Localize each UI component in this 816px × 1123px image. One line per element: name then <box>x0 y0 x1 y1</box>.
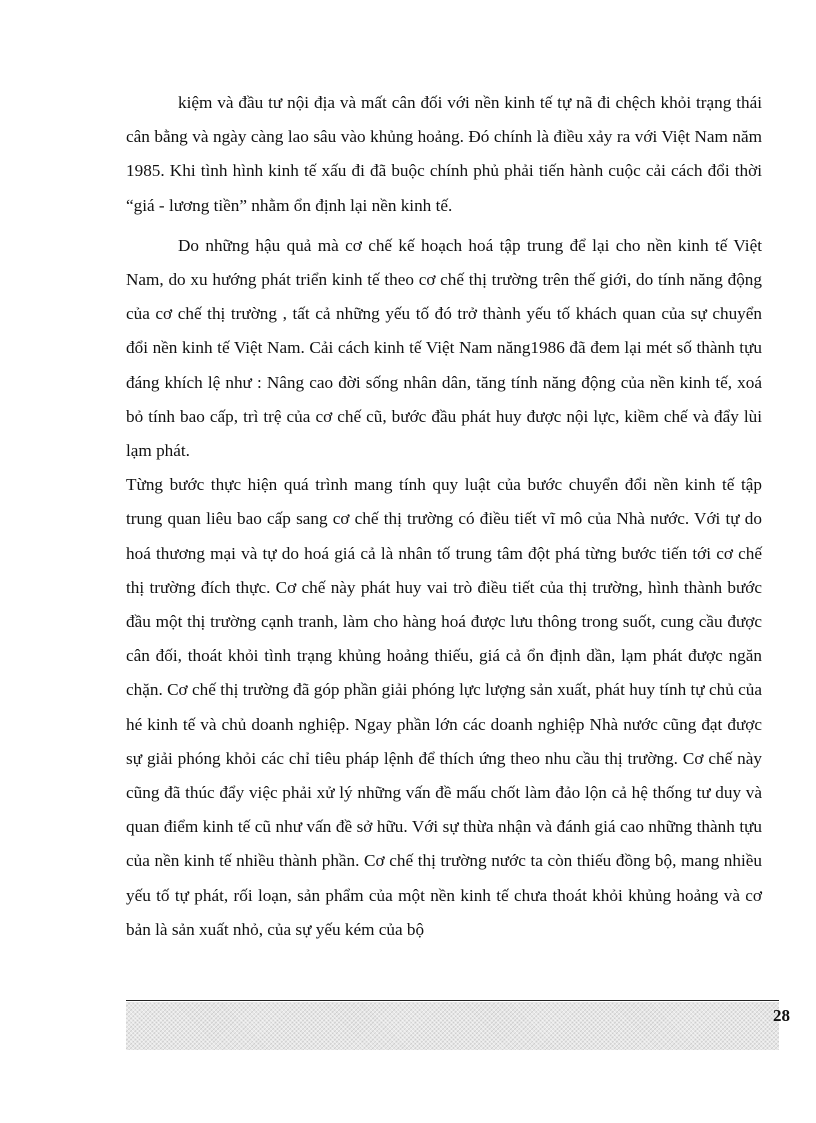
paragraph-1: kiệm và đầu tư nội địa và mất cân đối với nền kinh tế tự nã đi chệch khỏi trạng thái cân bằng và ngày càng lao sâu vào khủng hoảng. Đó chính là điều xảy ra với Việt Nam năm 1985. Khi tình hình kinh tế xấu đi đã buộc chính phủ phải tiến hành cuộc cải cách đổi thời “giá - lương tiền” nhằm ổn định lại nền kinh tế. <box>126 93 762 215</box>
footer-band <box>126 1002 779 1050</box>
paragraph-3: Từng bước thực hiện quá trình mang tính quy luật của bước chuyển đổi nền kinh tế tập trung quan liêu bao cấp sang cơ chế thị trường có điều tiết vĩ mô của Nhà nước. Với tự do hoá thương mại và tự do hoá giá cả là nhân tố trung tâm đột phá từng bước tiến tới cơ chế thị trường đích thực. Cơ chế này phát huy vai trò điều tiết của thị trường, hình thành bước đầu một thị trường cạnh tranh, làm cho hàng hoá được lưu thông trong suốt, cung cầu được cân đối, thoát khỏi tình trạng khủng hoảng thiếu, giá cả ổn định dần, lạm phát được ngăn chặn. Cơ chế thị trường đã góp phần giải phóng lực lượng sản xuất, phát huy tính tự chủ của hé kinh tế và chủ doanh nghiệp. Ngay phần lớn các doanh nghiệp Nhà nước cũng đạt được sự giải phóng khỏi các chỉ tiêu pháp lệnh để thích ứng theo nhu cầu thị trường. Cơ chế này cũng đã thúc đẩy việc phải xử lý những vấn đề mấu chốt làm đảo lộn cả hệ thống tư duy và quan điểm kinh tế cũ như vấn đề sở hữu. Với sự thừa nhận và đánh giá cao những thành tựu của nền kinh tế nhiều thành phần. Cơ chế thị trường nước ta còn thiếu đồng bộ, mang nhiều yếu tố tự phát, rối loạn, sản phẩm của một nền kinh tế chưa thoát khỏi khủng hoảng và cơ bản là sản xuất nhỏ, của sự yếu kém của bộ <box>126 475 762 939</box>
footer-divider <box>126 1000 779 1001</box>
page-number: 28 <box>773 1006 790 1025</box>
body-text <box>126 86 762 947</box>
paragraph-2: Do những hậu quả mà cơ chế kế hoạch hoá tập trung để lại cho nền kinh tế Việt Nam, do xu hướng phát triển kinh tế theo cơ chế thị trường trên thế giới, do tính năng động của cơ chế thị trường , tất cả những yếu tố đó trở thành yếu tố khách quan của sự chuyển đổi nền kinh tế Việt Nam. Cải cách kinh tế Việt Nam năng1986 đã đem lại mét số thành tựu đáng khích lệ như : Nâng cao đời sống nhân dân, tăng tính năng động của nền kinh tế, xoá bỏ tính bao cấp, trì trệ của cơ chế cũ, bước đầu phát huy được nội lực, kiềm chế và đẩy lùi lạm phát. <box>126 235 762 461</box>
